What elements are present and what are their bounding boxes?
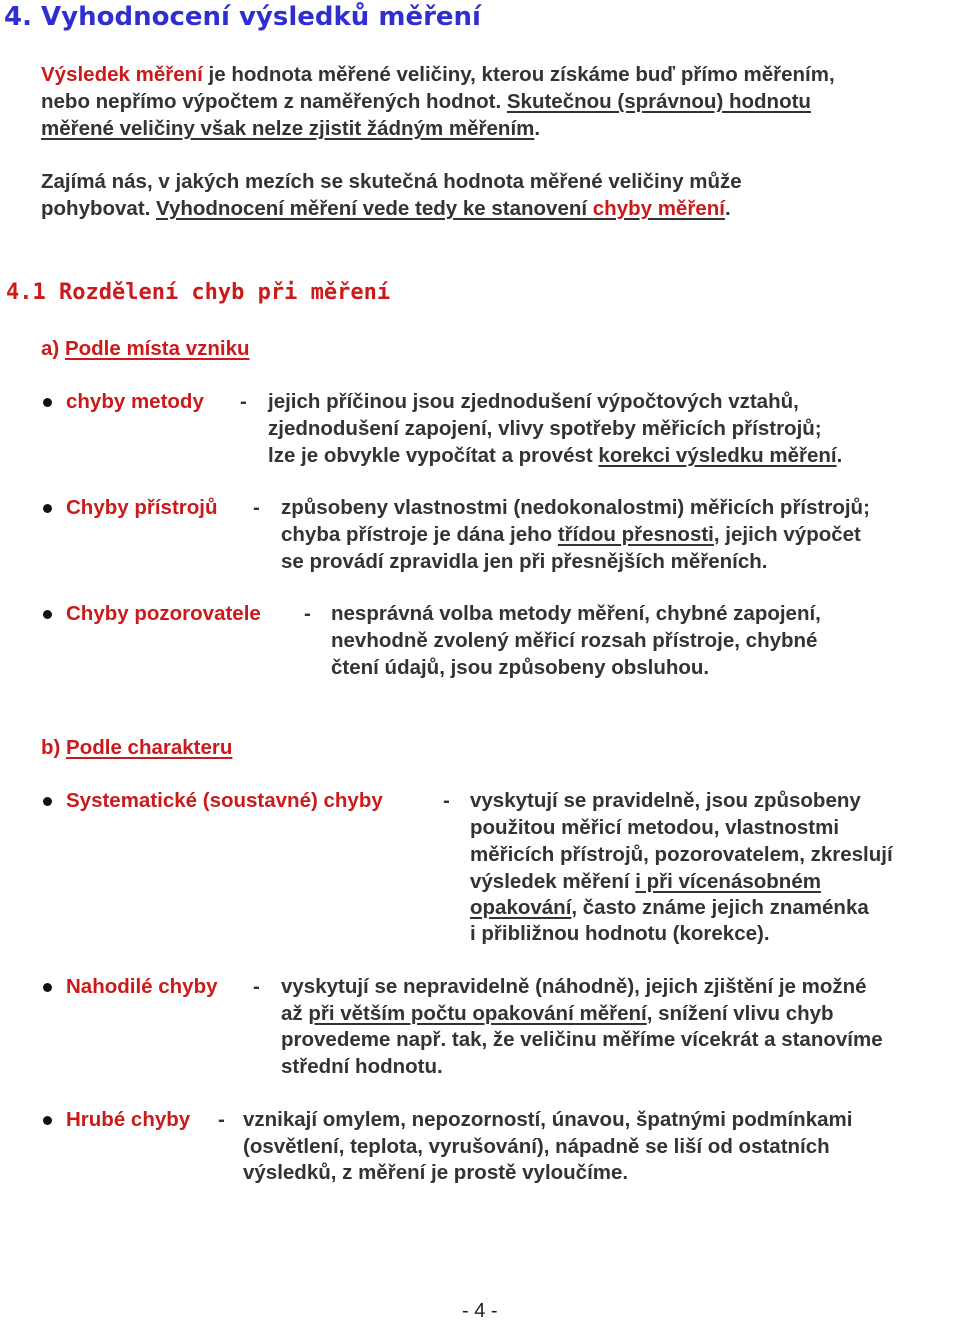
description-line: i přibližnou hodnotu (korekce). [470, 922, 770, 945]
subsection-b-label: Podle charakteru [66, 736, 233, 759]
error-term: Chyby pozorovatele [66, 602, 261, 625]
intro-p1-line2-text: nebo nepřímo výpočtem z naměřených hodnot. [41, 90, 507, 113]
description-line: zjednodušení zapojení, vlivy spotřeby měřicích přístrojů; [268, 417, 822, 440]
bullet-icon [43, 504, 52, 513]
description-line: vznikají omylem, nepozorností, únavou, špatnými podmínkami [243, 1108, 853, 1131]
description-line [281, 1002, 834, 1026]
description-line: způsobeny vlastnostmi (nedokonalostmi) měřicích přístrojů; [281, 496, 870, 519]
intro-p2-line2 [41, 197, 731, 221]
description-text: , často známe jejich znaménka [571, 896, 869, 919]
description-line: jejich příčinou jsou zjednodušení výpočtových vztahů, [268, 390, 799, 413]
subsection-a [41, 337, 250, 361]
description-end: . [836, 444, 843, 467]
description-line: výsledků, z měření je prostě vyloučíme. [243, 1161, 629, 1184]
description-line: vyskytují se pravidelně, jsou způsobeny [470, 789, 861, 812]
description-line: měřicích přístrojů, pozorovatelem, zkreslují [470, 843, 893, 866]
bullet-icon [43, 1116, 52, 1125]
intro-p2-line1: Zajímá nás, v jakých mezích se skutečná hodnota měřené veličiny může [41, 170, 742, 193]
bullet-icon [43, 610, 52, 619]
intro-p2-line2-underlined [156, 197, 725, 220]
subsection-b [41, 736, 232, 760]
intro-term: Výsledek měření [41, 63, 203, 86]
description-text: , jejich výpočet [713, 523, 861, 546]
intro-p1-line3 [41, 117, 540, 141]
description-text: chyba přístroje je dána jeho [281, 523, 558, 546]
intro-p2-line2-text: pohybovat. [41, 197, 157, 220]
description-underlined: i při vícenásobném [635, 870, 821, 893]
description-line: nevhodně zvolený měřicí rozsah přístroje, chybné [331, 629, 818, 652]
description-underlined: opakování [470, 896, 572, 919]
description-line [470, 896, 869, 920]
dash: - [253, 975, 260, 998]
description-underlined: při větším počtu opakování měření [308, 1002, 647, 1025]
bullet-icon [43, 797, 52, 806]
description-underlined: korekci výsledku měření [598, 444, 837, 467]
dash: - [443, 789, 450, 812]
description-text: výsledek měření [470, 870, 636, 893]
error-term: Nahodilé chyby [66, 975, 218, 998]
dash: - [304, 602, 311, 625]
description-line: vyskytují se nepravidelně (náhodně), jejich zjištění je možné [281, 975, 867, 998]
intro-p1-line1 [41, 63, 835, 87]
intro-p1-line3-underlined: měřené veličiny však nelze zjistit žádným měřením [41, 117, 535, 140]
page-number: - 4 - [462, 1300, 498, 1322]
subsection-b-prefix: b) [41, 736, 67, 759]
description-text: , snížení vlivu chyb [646, 1002, 834, 1025]
description-line: čtení údajů, jsou způsobeny obsluhou. [331, 656, 710, 679]
bullet-icon [43, 983, 52, 992]
error-term: Chyby přístrojů [66, 496, 218, 519]
dash: - [218, 1108, 225, 1131]
intro-p1-line3-end: . [534, 117, 541, 140]
intro-p2-line2-end: . [724, 197, 731, 220]
intro-p1-rest: je hodnota měřené veličiny, kterou získáme buď přímo měřením, [202, 63, 835, 86]
intro-p1-line2 [41, 90, 811, 114]
section-title: 4.1 Rozdělení chyb při měření [6, 280, 391, 305]
bullet-icon [43, 398, 52, 407]
intro-p2-ul-text: Vyhodnocení měření vede tedy ke stanovení [156, 197, 593, 220]
description-line: použitou měřicí metodou, vlastnostmi [470, 816, 840, 839]
description-line [268, 444, 842, 468]
error-term: Hrubé chyby [66, 1108, 191, 1131]
subsection-a-label: Podle místa vzniku [64, 337, 250, 360]
description-line [281, 523, 861, 547]
description-underlined: třídou přesnosti [557, 523, 714, 546]
description-text: až [281, 1002, 309, 1025]
dash: - [253, 496, 260, 519]
description-line: (osvětlení, teplota, vyrušování), nápadně se liší od ostatních [243, 1135, 830, 1158]
description-line: provedeme např. tak, že veličinu měříme vícekrát a stanovíme [281, 1028, 883, 1051]
description-line: se provádí zpravidla jen při přesnějších měřeních. [281, 550, 768, 573]
description-line: nesprávná volba metody měření, chybné zapojení, [331, 602, 821, 625]
intro-p2-red-term: chyby měření [592, 197, 725, 220]
error-term: Systematické (soustavné) chyby [66, 789, 383, 812]
dash: - [240, 390, 247, 413]
subsection-a-prefix: a) [41, 337, 65, 360]
description-line [470, 870, 821, 894]
intro-p1-line2-underlined: Skutečnou (správnou) hodnotu [506, 90, 811, 113]
error-term: chyby metody [66, 390, 204, 413]
page-heading: 4. Vyhodnocení výsledků měření [4, 2, 481, 32]
description-text: lze je obvykle vypočítat a provést [268, 444, 599, 467]
description-line: střední hodnotu. [281, 1055, 443, 1078]
